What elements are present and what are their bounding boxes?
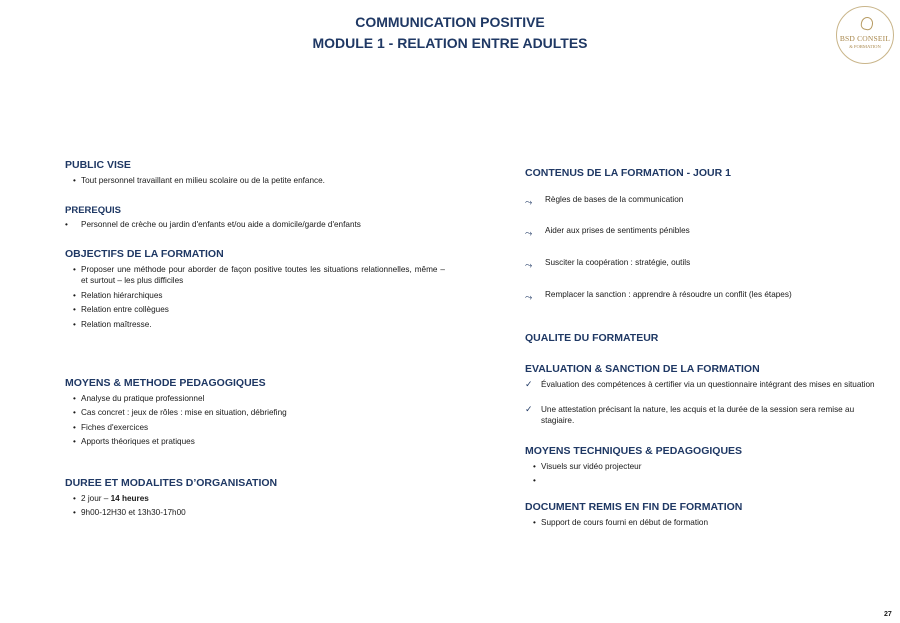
bullet-icon: • bbox=[73, 265, 76, 274]
arrow-right-icon: ⤳ bbox=[525, 292, 533, 302]
bullet-icon: • bbox=[73, 176, 76, 185]
bullet-icon: • bbox=[73, 437, 76, 446]
bullet-icon: • bbox=[533, 476, 536, 485]
list-item: ⤳ Règles de bases de la communication bbox=[525, 195, 684, 207]
page-title bbox=[0, 12, 900, 54]
list-item: • Personnel de crèche ou jardin d'enfants et/ou aide a domicile/garde d'enfants bbox=[65, 220, 361, 229]
section-heading-moyens: MOYENS & METHODE PEDAGOGIQUES bbox=[65, 377, 266, 389]
bullet-icon: • bbox=[73, 291, 76, 300]
duration-hours: 14 heures bbox=[110, 494, 149, 503]
logo-line-1: BSD CONSEIL bbox=[839, 34, 891, 43]
section-heading-objectifs: OBJECTIFS DE LA FORMATION bbox=[65, 248, 224, 260]
list-item: ✓ Une attestation précisant la nature, les acquis et la durée de la session sera remise au stagiaire. bbox=[525, 404, 855, 425]
list-item: ✓ Évaluation des compétences à certifier via un questionnaire intégrant des mises en situation bbox=[525, 379, 875, 389]
bullet-icon: • bbox=[73, 494, 76, 503]
section-heading-prerequis: PREREQUIS bbox=[65, 205, 121, 216]
bullet-icon: • bbox=[73, 508, 76, 517]
logo-emblem-icon bbox=[860, 16, 874, 31]
title-line-2: MODULE 1 - RELATION ENTRE ADULTES bbox=[312, 35, 588, 51]
list-item: • Cas concret : jeux de rôles : mise en situation, débriefing bbox=[73, 408, 287, 417]
title-line-1: COMMUNICATION POSITIVE bbox=[355, 14, 545, 30]
check-icon: ✓ bbox=[525, 379, 533, 389]
list-item: • Analyse du pratique professionnel bbox=[73, 394, 205, 403]
list-item bbox=[73, 494, 445, 505]
list-item: • Relation hiérarchiques bbox=[73, 291, 163, 300]
list-item: ⤳ Susciter la coopération : stratégie, outils bbox=[525, 258, 691, 270]
company-logo bbox=[836, 6, 894, 64]
check-icon: ✓ bbox=[525, 404, 533, 414]
section-heading-public: PUBLIC VISE bbox=[65, 159, 131, 171]
arrow-right-icon: ⤳ bbox=[525, 228, 533, 238]
bullet-icon: • bbox=[73, 305, 76, 314]
arrow-right-icon: ⤳ bbox=[525, 260, 533, 270]
section-heading-qualite: QUALITE DU FORMATEUR bbox=[525, 332, 659, 344]
bullet-icon: • bbox=[73, 320, 76, 329]
bullet-icon: • bbox=[73, 423, 76, 432]
page-number: 27 bbox=[884, 611, 892, 618]
list-item: • Visuels sur vidéo projecteur bbox=[533, 462, 642, 471]
list-item: • Proposer une méthode pour aborder de façon positive toutes les situations relationnelles, même – et surtout – les plus difficiles bbox=[73, 265, 445, 285]
list-item: • Apports théoriques et pratiques bbox=[73, 437, 195, 446]
section-heading-contenus: CONTENUS DE LA FORMATION - JOUR 1 bbox=[525, 167, 731, 179]
list-item: • Relation entre collègues bbox=[73, 305, 169, 314]
list-item: • Support de cours fourni en début de formation bbox=[533, 518, 709, 527]
list-item: • Tout personnel travaillant en milieu scolaire ou de la petite enfance. bbox=[73, 176, 325, 185]
bullet-icon: • bbox=[65, 220, 68, 229]
bullet-icon: • bbox=[533, 518, 536, 527]
section-heading-document: DOCUMENT REMIS EN FIN DE FORMATION bbox=[525, 501, 743, 513]
section-heading-moyens-techniques: MOYENS TECHNIQUES & PEDAGOGIQUES bbox=[525, 445, 743, 457]
logo-line-2: & FORMATION bbox=[849, 44, 881, 49]
list-item: • Relation maîtresse. bbox=[73, 320, 152, 329]
section-heading-duree: DUREE ET MODALITES D’ORGANISATION bbox=[65, 477, 278, 489]
list-item: • 9h00-12H30 et 13h30-17h00 bbox=[73, 508, 186, 517]
bullet-icon: • bbox=[533, 462, 536, 471]
duration-days: 2 jour – bbox=[81, 494, 111, 503]
bullet-icon: • bbox=[73, 408, 76, 417]
list-item: • Fiches d'exercices bbox=[73, 423, 149, 432]
bullet-icon: • bbox=[73, 394, 76, 403]
arrow-right-icon: ⤳ bbox=[525, 197, 533, 207]
list-item: ⤳ Remplacer la sanction : apprendre à résoudre un conflit (les étapes) bbox=[525, 290, 792, 302]
list-item: ⤳ Aider aux prises de sentiments pénibles bbox=[525, 226, 690, 238]
section-heading-evaluation: EVALUATION & SANCTION DE LA FORMATION bbox=[525, 363, 760, 375]
